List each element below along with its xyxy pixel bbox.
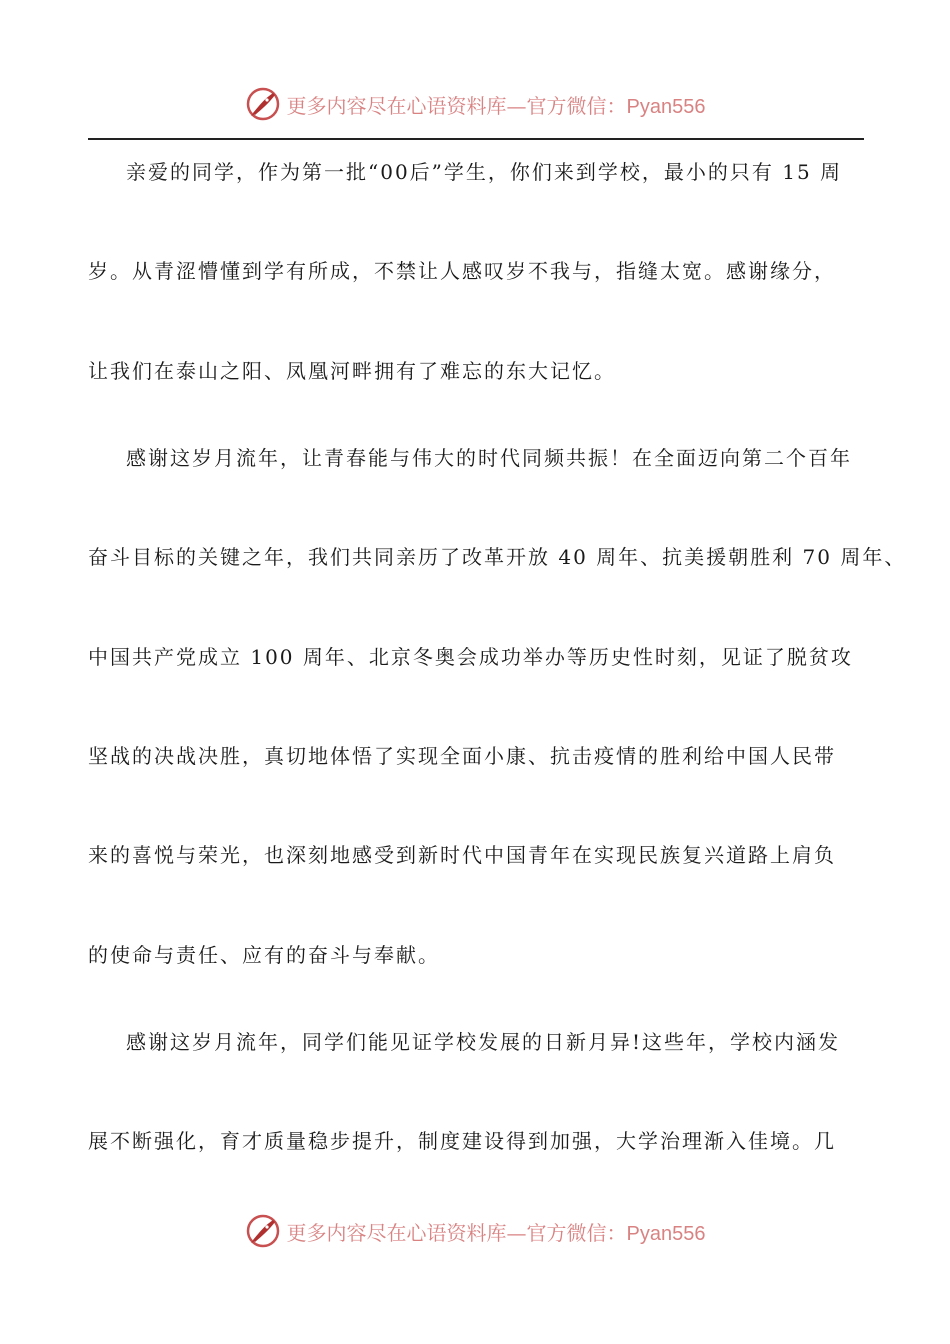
banner-wechat-label: 官方微信： <box>526 1220 627 1245</box>
text-line: 感谢这岁月流年，让青春能与伟大的时代同频共振！在全面迈向第二个百年 <box>126 445 852 470</box>
text-line: 奋斗目标的关键之年，我们共同亲历了改革开放 40 周年、抗美援朝胜利 70 周年、 <box>88 545 907 570</box>
banner-wechat-id: Pyan556 <box>626 95 706 118</box>
pen-nib-logo-icon <box>245 1213 281 1249</box>
banner-dash: — <box>506 93 527 118</box>
text-line: 亲爱的同学，作为第一批“00后”学生，你们来到学校，最小的只有 15 周 <box>126 160 843 184</box>
banner-wechat-id: Pyan556 <box>626 1222 706 1245</box>
banner-main-text: 更多内容尽在心语资料库 <box>286 1220 507 1245</box>
text-line: 坚战的决战决胜，真切地体悟了实现全面小康、抗击疫情的胜利给中国人民带 <box>88 743 836 768</box>
text-line: 感谢这岁月流年，同学们能见证学校发展的日新月异!这些年，学校内涵发 <box>126 1029 841 1054</box>
footer-banner-text <box>287 1217 706 1246</box>
banner-dash: — <box>506 1220 527 1245</box>
banner-main-text: 更多内容尽在心语资料库 <box>286 93 507 118</box>
text-line: 展不断强化，育才质量稳步提升，制度建设得到加强，大学治理渐入佳境。几 <box>88 1129 836 1154</box>
pen-nib-logo-icon <box>245 86 281 122</box>
text-line: 中国共产党成立 100 周年、北京冬奥会成功举办等历史性时刻，见证了脱贫攻 <box>88 644 853 669</box>
document-body <box>88 152 907 1221</box>
text-line: 来的喜悦与荣光，也深刻地感受到新时代中国青年在实现民族复兴道路上肩负 <box>88 843 836 868</box>
header-banner <box>0 84 950 124</box>
header-banner-text <box>287 90 706 119</box>
text-line: 让我们在泰山之阳、凤凰河畔拥有了难忘的东大记忆。 <box>88 358 616 383</box>
text-line: 的使命与责任、应有的奋斗与奉献。 <box>88 942 440 967</box>
banner-wechat-label: 官方微信： <box>526 93 627 118</box>
footer-banner <box>0 1211 950 1251</box>
header-rule <box>88 138 864 140</box>
text-line: 岁。从青涩懵懂到学有所成，不禁让人感叹岁不我与，指缝太宽。感谢缘分， <box>88 259 836 284</box>
